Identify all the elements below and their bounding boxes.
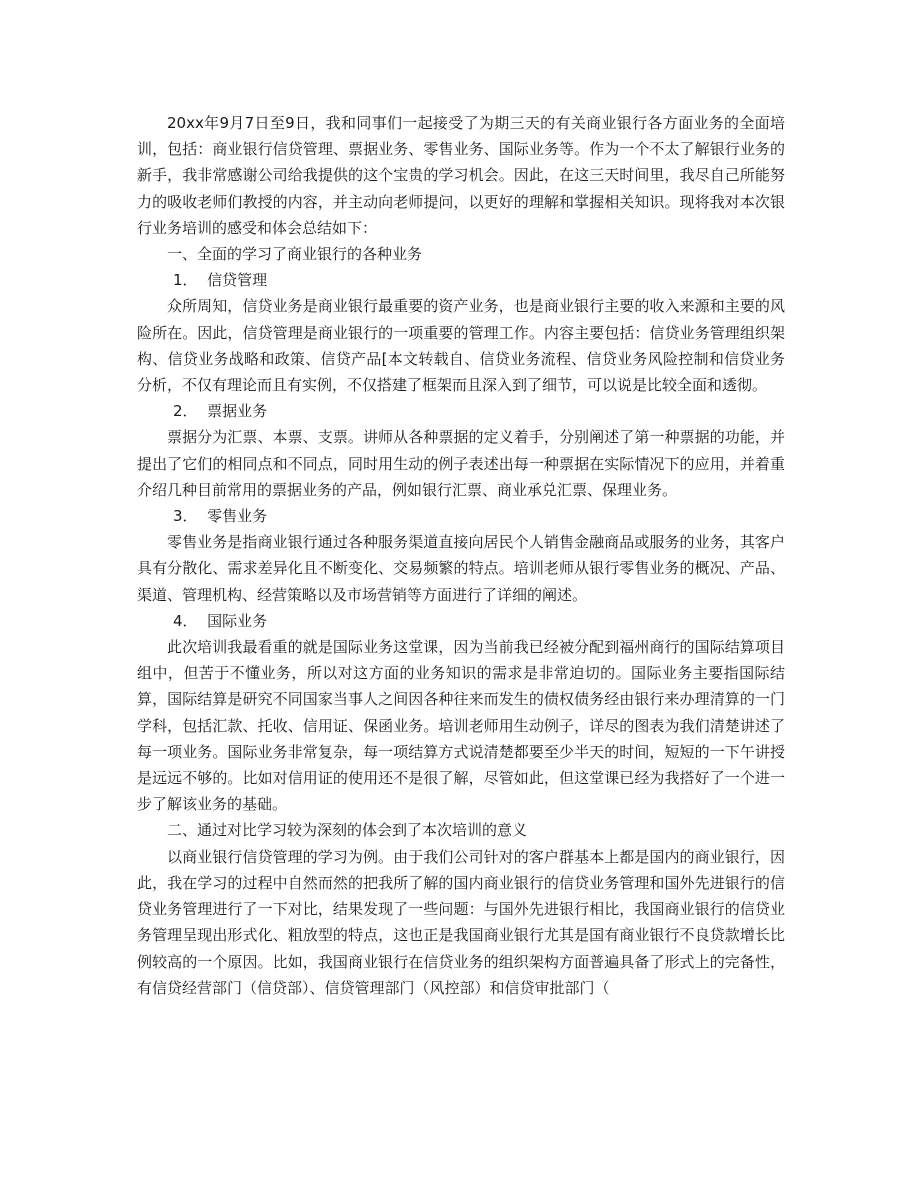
bills-paragraph: 票据分为汇票、本票、支票。讲师从各种票据的定义着手，分别阐述了第一种票据的功能，并提出了它们的相同点和不同点，同时用生动的例子表述出每一种票据在实际情况下的应用，并着重介绍几种目前常用的票据业务的产品，例如银行汇票、商业承兑汇票、保理业务。: [137, 428, 785, 499]
credit-paragraph: 众所周知，信贷业务是商业银行最重要的资产业务，也是商业银行主要的收入来源和主要的风险所在。因此，信贷管理是商业银行的一项重要的管理工作。内容主要包括：信贷业务管理组织架构、信贷业务战略和政策、信贷产品[本文转载自、信贷业务流程、信贷业务风险控制和信贷业务分析，不仅有理论而且有实例，不仅搭建了框架而且深入到了细节，可以说是比较全面和透彻。: [137, 297, 785, 395]
subsection-heading-international: 4． 国际业务: [173, 611, 268, 630]
subsection-heading-bills: 2． 票据业务: [173, 402, 268, 421]
section-heading-2: 二、通过对比学习较为深刻的体会到了本次培训的意义: [167, 821, 528, 840]
subsection-heading-retail: 3． 零售业务: [173, 507, 268, 526]
comparison-paragraph: 以商业银行信贷管理的学习为例。由于我们公司针对的客户群基本上都是国内的商业银行，因此，我在学习的过程中自然而然的把我所了解的国内商业银行的信贷业务管理和国外先进银行的信贷业务管理进行了一下对比，结果发现了一些问题：与国外先进银行相比，我国商业银行的信贷业务管理呈现出形式化、粗放型的特点，这也正是我国商业银行尤其是国有商业银行不良贷款增长比例较高的一个原因。比如，我国商业银行在信贷业务的组织架构方面普遍具备了形式上的完备性，有信贷经营部门（信贷部）、信贷管理部门（风控部）和信贷审批部门（: [137, 847, 785, 997]
international-paragraph: 此次培训我最看重的就是国际业务这堂课，因为当前我已经被分配到福州商行的国际结算项目组中，但苦于不懂业务，所以对这方面的业务知识的需求是非常迫切的。国际业务主要指国际结算，国际结算是研究不同国家当事人之间因各种往来而发生的债权债务经由银行来办理清算的一门学科，包括汇款、托收、信用证、保函业务。培训老师用生动例子，详尽的图表为我们清楚讲述了每一项业务。国际业务非常复杂，每一项结算方式说清楚都要至少半天的时间，短短的一下午讲授是远远不够的。比如对信用证的使用还不是很了解，尽管如此，但这堂课已经为我搭好了一个进一步了解该业务的基础。: [137, 638, 785, 814]
retail-paragraph: 零售业务是指商业银行通过各种服务渠道直接向居民个人销售金融商品或服务的业务，其客户具有分散化、需求差异化且不断变化、交易频繁的特点。培训老师从银行零售业务的概况、产品、渠道、管理机构、经营策略以及市场营销等方面进行了详细的阐述。: [137, 533, 785, 604]
subsection-heading-credit: 1． 信贷管理: [173, 271, 268, 290]
section-heading-1: 一、全面的学习了商业银行的各种业务: [167, 245, 423, 264]
intro-paragraph: 20xx年9月7日至9日，我和同事们一起接受了为期三天的有关商业银行各方面业务的全面培训，包括：商业银行信贷管理、票据业务、零售业务、国际业务等。作为一个不太了解银行业务的新手，我非常感谢公司给我提供的这个宝贵的学习机会。因此，在这三天时间里，我尽自己所能努力的吸收老师们教授的内容，并主动向老师提问，以更好的理解和掌握相关知识。现将我对本次银行业务培训的感受和体会总结如下：: [137, 114, 785, 237]
document-body: [137, 110, 785, 1001]
